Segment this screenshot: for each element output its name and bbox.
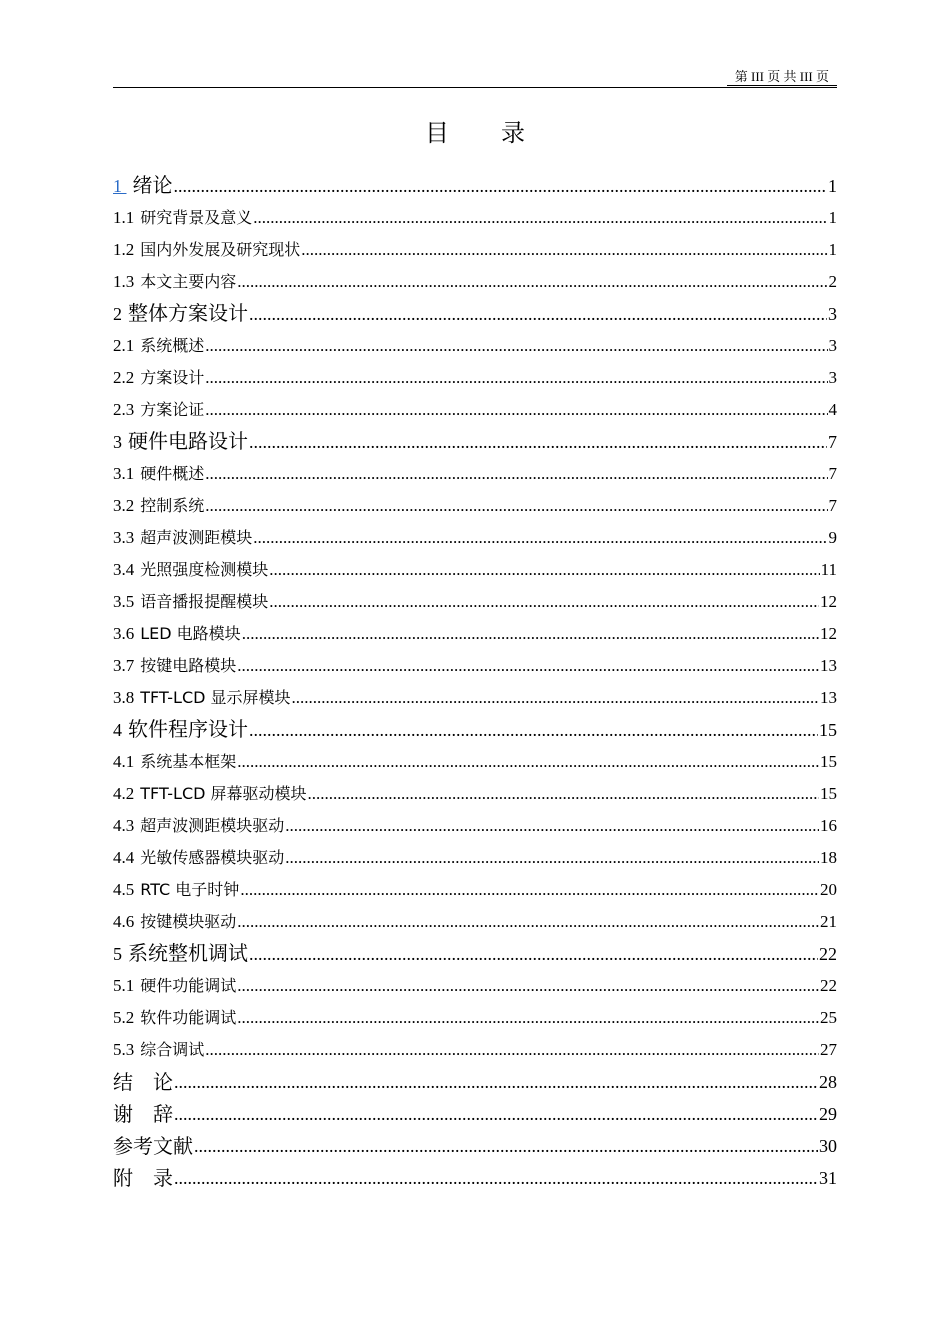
toc-entry[interactable]	[113, 554, 837, 586]
toc-entry-page-number: 3	[828, 368, 837, 387]
toc-entry-text: 附 录	[113, 1166, 173, 1190]
toc-entry-number: 3.4	[113, 560, 135, 579]
toc-dot-leader	[249, 938, 818, 970]
toc-entry[interactable]	[113, 362, 837, 394]
toc-dot-leader	[237, 1002, 819, 1034]
toc-entry-text: 软件程序设计	[128, 717, 248, 741]
toc-entry-text: 超声波测距模块驱动	[140, 816, 285, 835]
toc-entry-number[interactable]: 1	[113, 176, 127, 196]
toc-entry-page-number: 25	[820, 1008, 837, 1027]
toc-entry-text: 硬件电路设计	[128, 429, 248, 453]
toc-entry-number: 4	[113, 720, 122, 740]
toc-entry-number: 4.3	[113, 816, 135, 835]
toc-entry-text: 本文主要内容	[140, 272, 237, 291]
toc-entry-text: 系统整机调试	[128, 941, 248, 965]
toc-entry-text: 绪论	[132, 173, 173, 197]
toc-entry-label	[113, 169, 173, 202]
toc-entry-number: 2.1	[113, 336, 135, 355]
toc-entry-page-number: 4	[828, 400, 837, 419]
toc-entry-label	[113, 937, 248, 970]
toc-entry-label	[113, 810, 284, 842]
toc-entry-page-number: 7	[828, 464, 837, 483]
toc-entry-page-number: 7	[828, 496, 837, 515]
toc-entry-text: 超声波测距模块	[140, 528, 253, 547]
toc-entry-label	[113, 1066, 173, 1098]
toc-entry[interactable]	[113, 202, 837, 234]
toc-dot-leader	[242, 618, 819, 650]
toc-title	[0, 113, 950, 148]
toc-entry-number: 2.3	[113, 400, 135, 419]
toc-entry[interactable]	[113, 490, 837, 522]
toc-entry-label	[113, 234, 300, 266]
toc-entry-number: 2.2	[113, 368, 135, 387]
toc-dot-leader	[205, 362, 827, 394]
toc-dot-leader	[205, 394, 827, 426]
toc-entry[interactable]	[113, 586, 837, 618]
toc-entry-text: 综合调试	[140, 1040, 205, 1059]
toc-entry-text: 结 论	[113, 1070, 173, 1094]
toc-dot-leader	[237, 266, 827, 298]
toc-dot-leader	[308, 778, 819, 810]
toc-dot-leader	[237, 906, 819, 938]
toc-entry-page-number: 22	[819, 944, 837, 964]
toc-dot-leader	[174, 170, 828, 202]
toc-entry-page-number: 13	[820, 656, 837, 675]
toc-entry-number: 1.1	[113, 208, 135, 227]
toc-entry-text: 语音播报提醒模块	[140, 592, 269, 611]
toc-entry-number: 4.1	[113, 752, 135, 771]
toc-entry-label	[113, 1098, 173, 1130]
toc-entry-number: 3.1	[113, 464, 135, 483]
toc-entry-label	[113, 1002, 236, 1034]
toc-entry-number: 4.6	[113, 912, 135, 931]
toc-entry-label	[113, 650, 236, 682]
toc-entry-page-number: 15	[820, 752, 837, 771]
toc-entry-text: 按键模块驱动	[140, 912, 237, 931]
toc-entry-label	[113, 842, 284, 874]
toc-entry-label	[113, 778, 307, 810]
toc-entry-text: 硬件功能调试	[140, 976, 237, 995]
toc-dot-leader	[269, 586, 819, 618]
toc-entry-number: 5	[113, 944, 122, 964]
toc-entry-number: 1.3	[113, 272, 135, 291]
toc-entry-page-number: 12	[820, 592, 837, 611]
toc-entry[interactable]	[113, 1098, 837, 1130]
toc-entry-number: 4.4	[113, 848, 135, 867]
toc-entry-number: 3.8	[113, 688, 135, 707]
toc-dot-leader	[301, 234, 827, 266]
toc-entry-number: 4.5	[113, 880, 135, 899]
toc-entry[interactable]	[113, 842, 837, 874]
toc-entry-page-number: 13	[820, 688, 837, 707]
toc-entry-page-number: 15	[820, 784, 837, 803]
toc-entry-text: TFT-LCD 显示屏模块	[140, 688, 291, 707]
toc-entry-number: 3	[113, 432, 122, 452]
toc-entry-number: 5.3	[113, 1040, 135, 1059]
toc-entry-page-number: 20	[820, 880, 837, 899]
toc-entry-page-number: 21	[820, 912, 837, 931]
toc-entry-page-number: 9	[828, 528, 837, 547]
table-of-contents	[113, 170, 837, 1194]
toc-dot-leader	[249, 426, 827, 458]
toc-entry-page-number: 31	[819, 1168, 837, 1188]
page-count-label: 第 III 页 共 III 页	[727, 69, 837, 86]
toc-entry[interactable]	[113, 426, 837, 458]
toc-entry[interactable]	[113, 650, 837, 682]
toc-entry-number: 2	[113, 304, 122, 324]
toc-entry-text: 参考文献	[113, 1134, 193, 1158]
toc-dot-leader	[249, 714, 818, 746]
toc-entry-text: 系统概述	[140, 336, 205, 355]
toc-entry-number: 1.2	[113, 240, 135, 259]
toc-entry-text: 软件功能调试	[140, 1008, 237, 1027]
toc-entry[interactable]	[113, 1066, 837, 1098]
toc-dot-leader	[253, 202, 827, 234]
toc-entry-number: 5.1	[113, 976, 135, 995]
toc-entry-label	[113, 1162, 173, 1194]
toc-entry-label	[113, 746, 236, 778]
toc-entry-label	[113, 362, 204, 394]
toc-entry-number: 3.3	[113, 528, 135, 547]
toc-entry-text: 光照强度检测模块	[140, 560, 269, 579]
toc-entry-text: 谢 辞	[113, 1102, 173, 1126]
toc-entry-number: 3.5	[113, 592, 135, 611]
toc-entry-number: 5.2	[113, 1008, 135, 1027]
toc-entry-text: 硬件概述	[140, 464, 205, 483]
toc-entry[interactable]	[113, 234, 837, 266]
toc-entry-page-number: 22	[820, 976, 837, 995]
toc-entry-page-number: 2	[828, 272, 837, 291]
toc-entry[interactable]	[113, 330, 837, 362]
toc-entry-page-number: 29	[819, 1104, 837, 1124]
toc-entry[interactable]	[113, 522, 837, 554]
toc-entry-label	[113, 297, 248, 330]
toc-entry-text: 方案论证	[140, 400, 205, 419]
toc-dot-leader	[205, 458, 827, 490]
toc-entry-label	[113, 425, 248, 458]
toc-entry-label	[113, 906, 236, 938]
toc-entry-text: 系统基本框架	[140, 752, 237, 771]
toc-entry[interactable]	[113, 778, 837, 810]
toc-dot-leader	[285, 842, 819, 874]
toc-dot-leader	[174, 1162, 818, 1194]
toc-entry-text: 按键电路模块	[140, 656, 237, 675]
toc-dot-leader	[269, 554, 819, 586]
toc-entry-page-number: 1	[828, 240, 837, 259]
toc-entry-label	[113, 682, 291, 714]
toc-entry-text: 方案设计	[140, 368, 205, 387]
toc-entry[interactable]	[113, 394, 837, 426]
toc-dot-leader	[205, 490, 827, 522]
toc-entry-page-number: 3	[828, 336, 837, 355]
toc-dot-leader	[237, 746, 819, 778]
toc-entry[interactable]	[113, 874, 837, 906]
toc-entry[interactable]	[113, 1002, 837, 1034]
toc-dot-leader	[292, 682, 819, 714]
toc-dot-leader	[237, 970, 819, 1002]
toc-entry-label	[113, 522, 252, 554]
toc-entry-label	[113, 458, 204, 490]
toc-title-char-1: 目	[425, 119, 449, 147]
toc-dot-leader	[285, 810, 819, 842]
toc-dot-leader	[174, 1066, 818, 1098]
toc-entry-label	[113, 394, 204, 426]
toc-entry-number: 3.2	[113, 496, 135, 515]
toc-entry-text: TFT-LCD 屏幕驱动模块	[140, 784, 307, 803]
toc-entry-page-number: 1	[828, 176, 837, 196]
toc-entry-page-number: 15	[819, 720, 837, 740]
toc-entry-number: 3.7	[113, 656, 135, 675]
toc-entry-text: 光敏传感器模块驱动	[140, 848, 285, 867]
toc-entry-text: 国内外发展及研究现状	[140, 240, 301, 259]
toc-entry[interactable]	[113, 298, 837, 330]
toc-entry[interactable]	[113, 714, 837, 746]
toc-entry-page-number: 18	[820, 848, 837, 867]
toc-entry[interactable]	[113, 970, 837, 1002]
toc-entry-text: 控制系统	[140, 496, 205, 515]
toc-dot-leader	[205, 1034, 819, 1066]
toc-entry-page-number: 1	[828, 208, 837, 227]
toc-entry-label	[113, 874, 239, 906]
page-header	[113, 68, 837, 88]
toc-dot-leader	[205, 330, 827, 362]
toc-entry[interactable]	[113, 266, 837, 298]
toc-entry[interactable]	[113, 906, 837, 938]
toc-entry-page-number: 27	[820, 1040, 837, 1059]
toc-entry-text: 研究背景及意义	[140, 208, 253, 227]
toc-entry-label	[113, 970, 236, 1002]
toc-entry-text: 整体方案设计	[128, 301, 248, 325]
toc-title-char-2: 录	[501, 119, 525, 147]
toc-entry[interactable]	[113, 618, 837, 650]
toc-entry-page-number: 16	[820, 816, 837, 835]
toc-entry[interactable]	[113, 1034, 837, 1066]
toc-dot-leader	[174, 1098, 818, 1130]
toc-entry-text: RTC 电子时钟	[140, 880, 240, 899]
toc-entry[interactable]	[113, 1130, 837, 1162]
toc-dot-leader	[194, 1130, 818, 1162]
toc-entry-label	[113, 713, 248, 746]
toc-dot-leader	[249, 298, 827, 330]
toc-dot-leader	[240, 874, 819, 906]
toc-dot-leader	[253, 522, 827, 554]
toc-dot-leader	[237, 650, 819, 682]
toc-entry[interactable]	[113, 810, 837, 842]
toc-entry[interactable]	[113, 170, 837, 202]
toc-entry[interactable]	[113, 1162, 837, 1194]
toc-entry-page-number: 3	[828, 304, 837, 324]
toc-entry-number: 3.6	[113, 624, 135, 643]
toc-entry-text: LED 电路模块	[140, 624, 241, 643]
toc-entry-label	[113, 266, 236, 298]
toc-entry-label	[113, 1034, 204, 1066]
toc-entry-number: 4.2	[113, 784, 135, 803]
toc-entry-label	[113, 1130, 193, 1162]
toc-entry-page-number: 30	[819, 1136, 837, 1156]
toc-entry[interactable]	[113, 746, 837, 778]
toc-entry-page-number: 11	[820, 560, 837, 579]
toc-entry-label	[113, 618, 241, 650]
toc-entry-label	[113, 554, 268, 586]
toc-entry-label	[113, 202, 252, 234]
toc-entry[interactable]	[113, 458, 837, 490]
toc-entry[interactable]	[113, 938, 837, 970]
toc-entry-label	[113, 586, 268, 618]
toc-entry-label	[113, 490, 204, 522]
toc-entry-page-number: 7	[828, 432, 837, 452]
toc-entry[interactable]	[113, 682, 837, 714]
toc-entry-page-number: 12	[820, 624, 837, 643]
toc-entry-page-number: 28	[819, 1072, 837, 1092]
toc-entry-label	[113, 330, 204, 362]
